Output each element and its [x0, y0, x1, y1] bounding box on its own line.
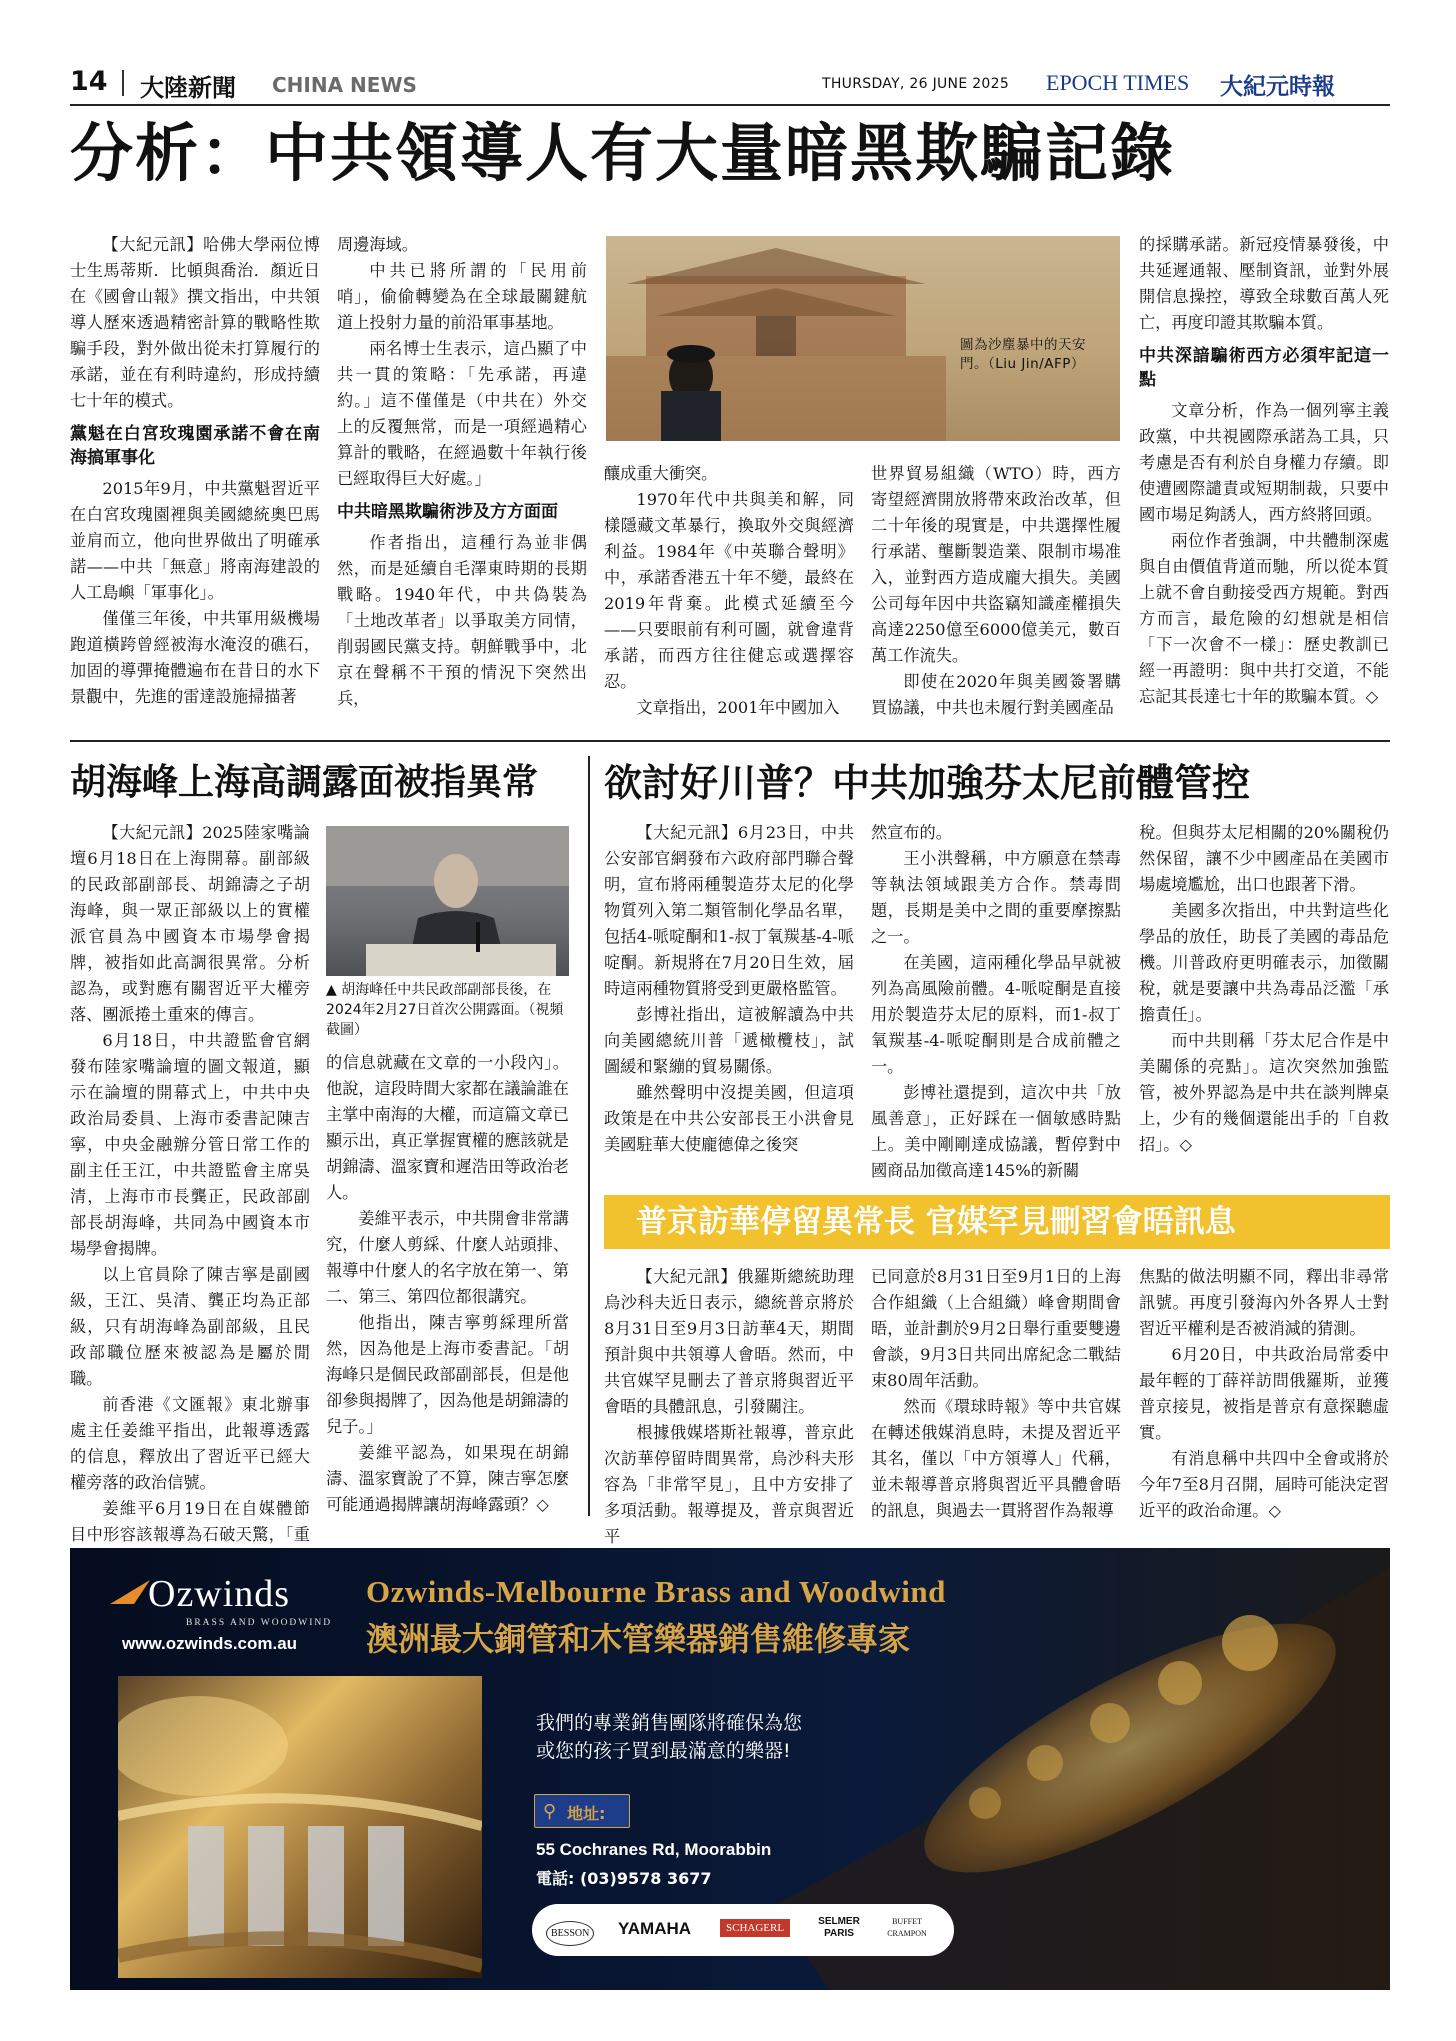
section-name-en: CHINA NEWS — [272, 73, 417, 97]
paragraph: 已同意於8月31日至9月1日的上海合作組織（上合組織）峰會期間會晤，並計劃於9月2日舉行重要雙邊會談，9月3日共同出席紀念二戰結束80周年活動。 — [871, 1267, 1121, 1390]
pitch-line-1: 我們的專業銷售團隊將確保為您 — [536, 1712, 803, 1734]
paragraph: 有消息稱中共四中全會或將於今年7至8月召開，屆時可能決定習近平的政治命運。◇ — [1139, 1449, 1389, 1520]
article4-column-1 — [604, 1264, 854, 1550]
article1-subheading-1: 黨魁在白宮玫瑰園承諾不會在南海搞軍事化 — [70, 424, 320, 468]
paragraph: 1970年代中共與美和解，同樣隱藏文革暴行，換取外交與經濟利益。1984年《中英聯合聲明》中，承諾香港五十年不變，最終在2019年背棄。此模式延續至今——只要眼前有利可圖，就會違背承諾，而西方往往健忘或選擇容忍。 — [604, 490, 854, 691]
paragraph: 6月18日，中共證監會官網發布陸家嘴論壇的圖文報道，顯示在論壇的開幕式上，中共中央政治局委員、上海市委書記陳吉寧，中央金融辦分管日常工作的副主任王江，中共證監會主席吳清，上海市市長龔正，民政部副部長胡海峰，共同為中國資本市場學會揭牌。 — [70, 1031, 310, 1258]
location-pin-icon: ⚲ — [543, 1801, 557, 1822]
ozwinds-advertisement[interactable] — [70, 1548, 1390, 1990]
selmer-logo: SELMER PARIS — [818, 1916, 860, 1939]
paragraph: 【大紀元訊】俄羅斯總統助理烏沙科夫近日表示，總統普京將於8月31日至9月3日訪華4天，期間預計與中共領導人會晤。然而，中共官媒罕見刪去了普京將與習近平會晤的具體訊息，引發關注。 — [604, 1267, 854, 1416]
paragraph: 兩名博士生表示，這凸顯了中共一貫的策略：「先承諾，再違約。」這不僅僅是（中共在）外交上的反覆無常，而是一項經過精心算計的戰略，在經過數十年執行後已經取得巨大好處。」 — [337, 339, 587, 488]
paragraph: 雖然聲明中沒提美國，但這項政策是在中共公安部長王小洪會見美國駐華大使龐德偉之後突 — [604, 1083, 854, 1154]
address-label: 地址: — [567, 1804, 606, 1823]
brand-name: Ozwinds — [148, 1573, 291, 1615]
paragraph: 作者指出，這種行為並非偶然，而是延續自毛澤東時期的長期戰略。1940年代，中共偽裝為「土地改革者」以爭取美方同情，削弱國民黨支持。朝鮮戰爭中，北京在聲稱不干預的情況下突然出兵， — [337, 533, 587, 708]
speaker-illustration — [326, 826, 569, 976]
paragraph: 【大紀元訊】6月23日，中共公安部官網發布六政府部門聯合聲明，宣布將兩種製造芬太尼的化學物質列入第二類管制化學品名單，包括4-哌啶酮和1-叔丁氧羰基-4-哌啶酮。新規將在7月20日生效，屆時這兩種物質將受到更嚴格監管。 — [604, 823, 854, 998]
paragraph: 前香港《文匯報》東北辦事處主任姜維平指出，此報導透露的信息，釋放出了習近平已經大權旁落的政治信號。 — [70, 1395, 310, 1492]
address-badge — [534, 1794, 630, 1828]
hu-haifeng-photo — [326, 826, 569, 976]
paragraph: 而中共則稱「芬太尼合作是中美關係的亮點」。這次突然加強監管，被外界認為是中共在談判牌桌上，少有的幾個還能出手的「自救招」。◇ — [1139, 1031, 1389, 1154]
brand-logos-strip — [532, 1904, 954, 1956]
paragraph: 彭博社還提到，這次中共「放風善意」，正好踩在一個敏感時點上。美中剛剛達成協議，暫停對中國商品加徵高達145%的新關 — [871, 1083, 1121, 1180]
masthead-cn: 大紀元時報 — [1220, 74, 1335, 100]
paragraph: 他指出，陳吉寧剪綵理所當然，因為他是上海市委書記。「胡海峰只是個民政部副部長，但是他卻參與揭牌了，因為他是胡錦濤的兒子。」 — [326, 1313, 569, 1436]
article2-column-1 — [70, 820, 310, 1574]
brand-subtitle: BRASS AND WOODWIND — [186, 1618, 333, 1628]
article1-subheading-3: 中共深諳騙術西方必須牢記這一點 — [1139, 346, 1389, 390]
schagerl-logo: SCHAGERL — [720, 1919, 790, 1937]
paragraph: 兩位作者強調，中共體制深處與自由價值背道而馳，所以從本質上就不會自動接受西方規範。對西方而言，最危險的幻想就是相信「下一次會不一樣」：歷史教訓已經一再證明：與中共打交道，不能忘記其長達七十年的欺騙本質。◇ — [1139, 531, 1389, 706]
paragraph: 美國多次指出，中共對這些化學品的放任，助長了美國的毒品危機。川普政府更明確表示，加徵關稅，就是要讓中共為毒品泛濫「承擔責任」。 — [1139, 901, 1389, 1024]
paragraph: 即使在2020年與美國簽署購買協議，中共也未履行對美國產品 — [871, 672, 1121, 717]
paragraph: 2015年9月，中共黨魁習近平在白宮玫瑰園裡與美國總統奧巴馬並肩而立，他向世界做出了明確承諾——中共「無意」將南海建設的人工島嶼「軍事化」。 — [70, 479, 320, 602]
brass-instrument-photo — [118, 1676, 482, 1978]
issue-date: THURSDAY, 26 JUNE 2025 — [822, 76, 1010, 92]
header-rule — [70, 104, 1390, 106]
paragraph: 以上官員除了陳吉寧是副國級，王江、吳清、龔正均為正部級，只有胡海峰為副部級，且民政部職位歷來被認為是屬於閒職。 — [70, 1265, 310, 1388]
article1-column-5 — [1139, 232, 1389, 710]
article1-column-4 — [871, 461, 1121, 721]
paragraph: 王小洪聲稱，中方願意在禁毒等執法領域跟美方合作。禁毒問題，長期是美中之間的重要摩擦點之一。 — [871, 849, 1121, 946]
paragraph: 姜維平表示，中共開會非常講究，什麼人剪綵、什麼人站頭排、報導中什麼人的名字放在第一、第二、第三、第四位都很講究。 — [326, 1209, 569, 1306]
paragraph: 稅。但與芬太尼相關的20%關稅仍然保留，讓不少中國產品在美國市場處境尷尬，出口也跟著下滑。 — [1139, 823, 1389, 894]
photo-caption: ▲ 胡海峰任中共民政部副部長後，在2024年2月27日首次公開露面。（視頻截圖） — [326, 982, 564, 1038]
paragraph: 姜維平6月19日在自媒體節目中形容該報導為石破天驚，「重 — [70, 1499, 310, 1544]
page-number: 14 — [70, 66, 108, 97]
paragraph: 中共已將所謂的「民用前哨」，偷偷轉變為在全球最關鍵航道上投射力量的前沿軍事基地。 — [337, 261, 587, 332]
article1-column-2 — [337, 232, 587, 712]
ad-title-cn: 澳洲最大銅管和木管樂器銷售維修專家 — [366, 1620, 911, 1658]
article3-column-3 — [1139, 820, 1389, 1158]
article3-column-2 — [871, 820, 1121, 1184]
paragraph: 【大紀元訊】哈佛大學兩位博士生馬蒂斯．比頓與喬治．顏近日在《國會山報》撰文指出，中共領導人歷來透過精密計算的戰略性欺騙手段，對外做出從未打算履行的承諾，並在有利時違約，形成持續七十年的模式。 — [70, 235, 320, 410]
paragraph: 彭博社指出，這被解讀為中共向美國總統川普「遞橄欖枝」，試圖緩和緊繃的貿易關係。 — [604, 1005, 854, 1076]
paragraph: 姜維平認為，如果現在胡錦濤、溫家寶說了不算，陳吉寧怎麼可能通過揭牌讓胡海峰露頭？◇ — [326, 1443, 569, 1514]
paragraph: 【大紀元訊】2025陸家嘴論壇6月18日在上海開幕。副部級的民政部副部長、胡錦濤之子胡海峰，與一眾正部級以上的實權派官員為中國資本市場學會揭牌，被指如此高調很異常。分析認為，或對應有關習近平大權旁落、團派捲土重來的傳言。 — [70, 823, 310, 1024]
section-rule — [70, 740, 1390, 742]
article1-subheading-2: 中共暗黑欺騙術涉及方方面面 — [337, 502, 558, 522]
article2-column-2 — [326, 1050, 569, 1518]
paragraph: 僅僅三年後，中共軍用級機場跑道橫跨曾經被海水淹沒的礁石，加固的導彈掩體遍布在昔日的水下景觀中，先進的雷達設施掃描著 — [70, 609, 320, 706]
section-name-cn: 大陸新聞 — [140, 74, 236, 102]
article4-headline: 普京訪華停留異常長 官媒罕見刪習會晤訊息 — [636, 1204, 1236, 1240]
article2-headline: 胡海峰上海高調露面被指異常 — [70, 762, 539, 803]
paragraph: 在美國，這兩種化學品早就被列為高風險前體。4-哌啶酮是直接用於製造芬太尼的原料，而1-叔丁氧羰基-4-哌啶酮則是合成前體之一。 — [871, 953, 1121, 1076]
besson-logo: BESSON — [546, 1921, 594, 1946]
article3-column-1 — [604, 820, 854, 1158]
paragraph: 的信息就藏在文章的一小段內」。他說，這段時間大家都在議論誰在主掌中南海的大權，而這篇文章已顯示出，真正掌握實權的應該就是胡錦濤、溫家寶和遲浩田等政治老人。 — [326, 1053, 569, 1202]
paragraph: 文章指出，2001年中國加入 — [636, 698, 840, 717]
store-address: 55 Cochranes Rd, Moorabbin — [536, 1840, 772, 1859]
paragraph: 的採購承諾。新冠疫情暴發後，中共延遲通報、壓制資訊，並對外展開信息操控，導致全球數百萬人死亡，再度印證其欺騙本質。 — [1139, 235, 1389, 332]
article4-column-2 — [871, 1264, 1121, 1524]
pitch-line-2: 或您的孩子買到最滿意的樂器! — [536, 1740, 791, 1762]
store-phone[interactable]: 電話: (03)9578 3677 — [536, 1869, 712, 1888]
article1-headline: 分析：中共領導人有大量暗黑欺騙記錄 — [70, 117, 1175, 190]
paragraph: 然宣布的。 — [871, 823, 952, 842]
ad-title-en: Ozwinds-Melbourne Brass and Woodwind — [366, 1574, 946, 1609]
article4-headline-banner — [604, 1195, 1390, 1249]
yamaha-logo: YAMAHA — [618, 1919, 692, 1938]
tiananmen-photo — [606, 236, 1120, 441]
paragraph: 6月20日，中共政治局常委中最年輕的丁薛祥訪問俄羅斯，並獲普京接見，被指是普京有意探聽虛實。 — [1139, 1345, 1389, 1442]
column-divider — [588, 756, 590, 1516]
header-divider — [122, 70, 124, 96]
website-link[interactable]: www.ozwinds.com.au — [122, 1634, 298, 1653]
masthead-en: EPOCH TIMES — [1046, 70, 1190, 95]
paragraph: 釀成重大衝突。 — [604, 464, 718, 483]
paragraph: 周邊海域。 — [337, 235, 418, 254]
article4-column-3 — [1139, 1264, 1389, 1524]
photo-caption: 圖為沙塵暴中的天安門。（Liu Jin/AFP） — [960, 337, 1086, 372]
paragraph: 世界貿易組織（WTO）時，西方寄望經濟開放將帶來政治改革，但二十年後的現實是，中共選擇性履行承諾、壟斷製造業、限制市場准入，並對西方造成龐大損失。美國公司每年因中共盜竊知識產權損失高達2250億至6000億美元，數百萬工作流失。 — [871, 464, 1121, 665]
paragraph: 然而《環球時報》等中共官媒在轉述俄媒消息時，未提及習近平其名，僅以「中方領導人」代稱，並未報導普京將與習近平具體會晤的訊息，與過去一貫將習作為報導 — [871, 1397, 1121, 1520]
buffet-crampon-logo: BUFFET CRAMPON — [887, 1917, 927, 1938]
article1-column-1 — [70, 232, 320, 710]
article1-column-3 — [604, 461, 854, 721]
paragraph: 焦點的做法明顯不同，釋出非尋常訊號。再度引發海內外各界人士對習近平權利是否被消減的猜測。 — [1139, 1267, 1389, 1338]
paragraph: 根據俄媒塔斯社報導，普京此次訪華停留時間異常，烏沙科夫形容為「非常罕見」，且中方安排了多項活動。報導提及，普京與習近平 — [604, 1423, 854, 1546]
tuba-valves-illustration — [118, 1676, 482, 1978]
article3-headline: 欲討好川普？中共加強芬太尼前體管控 — [604, 761, 1251, 805]
paragraph: 文章分析，作為一個列寧主義政黨，中共視國際承諾為工具，只考慮是否有利於自身權力存續。即使遭國際譴責或短期制裁，只要中國市場足夠誘人，西方終將回頭。 — [1139, 401, 1389, 524]
